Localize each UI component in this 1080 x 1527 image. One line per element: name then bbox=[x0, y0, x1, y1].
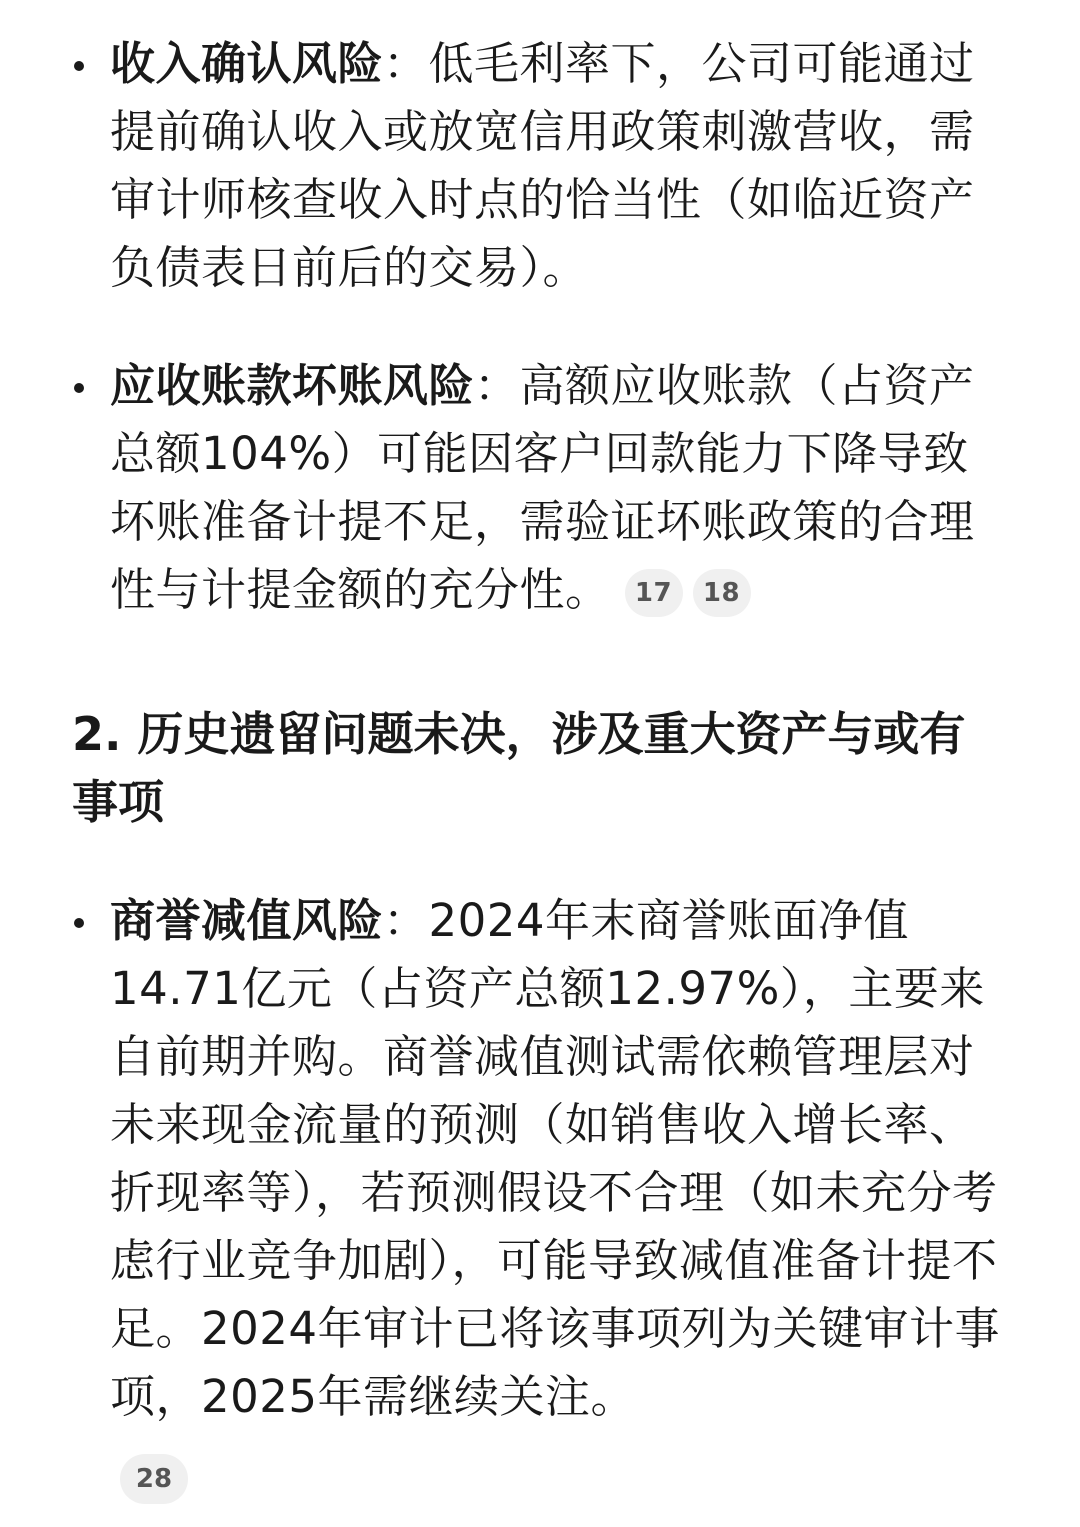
item-body: 低毛利率下，公司可能通过提前确认收入或放宽信用政策刺激营收，需审计师核查收入时点的恰当性（如临近资产负债表日前后的交易）。 bbox=[110, 37, 975, 294]
item-colon: ： bbox=[383, 37, 429, 90]
list-item-text bbox=[110, 352, 1005, 624]
citation-badge[interactable]: 17 bbox=[625, 569, 683, 617]
bullet-dot bbox=[74, 61, 84, 71]
item-label: 应收账款坏账风险 bbox=[110, 359, 475, 412]
item-label: 商誉减值风险 bbox=[110, 894, 384, 947]
bullet-dot bbox=[74, 383, 84, 393]
item-colon: ： bbox=[383, 894, 429, 947]
citation-badge[interactable]: 28 bbox=[120, 1454, 188, 1504]
item-body: 高额应收账款（占资产总额104%）可能因客户回款能力下降导致坏账准备计提不足，需验证坏账政策的合理性与计提金额的充分性。 bbox=[110, 359, 975, 616]
item-label: 收入确认风险 bbox=[110, 37, 384, 90]
item-colon: ： bbox=[474, 359, 520, 412]
list-item-text bbox=[110, 887, 1010, 1431]
list-item-text bbox=[110, 30, 990, 302]
section-heading: 2. 历史遗留问题未决，涉及重大资产与或有事项 bbox=[72, 707, 966, 829]
citation-badge[interactable]: 18 bbox=[693, 569, 751, 617]
item-body: 2024年末商誉账面净值14.71亿元（占资产总额12.97%），主要来自前期并购。商誉减值测试需依赖管理层对未来现金流量的预测（如销售收入增长率、折现率等），若预测假设不合理（如未充分考虑行业竞争加剧），可能导致减值准备计提不足。2024年审计已将该事项列为关键审计事项，2025年需继续关注。 bbox=[110, 894, 1001, 1423]
bullet-dot bbox=[74, 918, 84, 928]
